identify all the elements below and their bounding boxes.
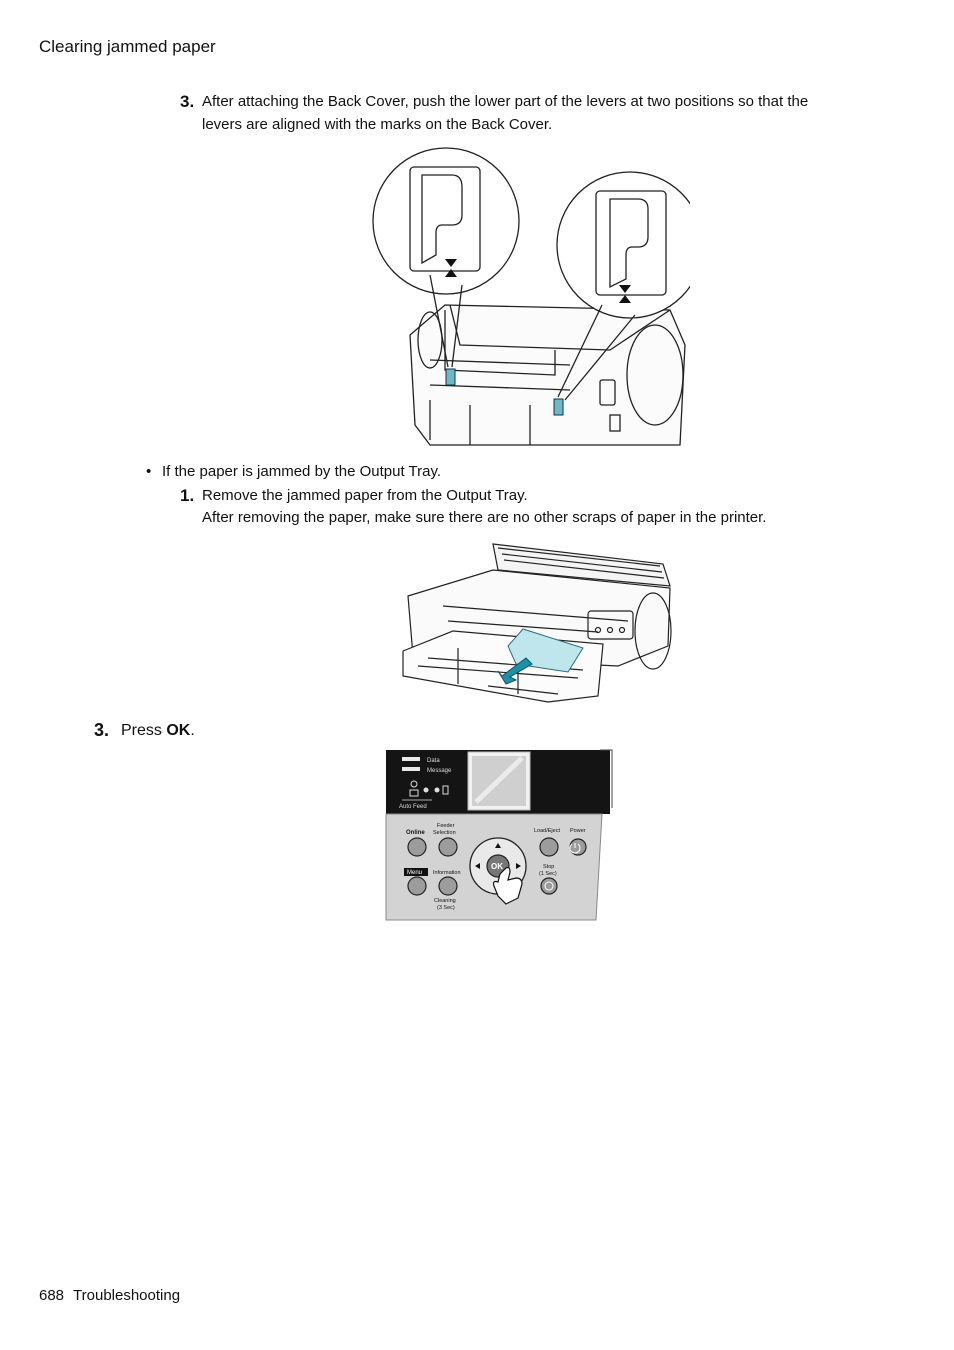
back-cover-lever-illustration [370,145,690,457]
step-number: 1. [180,486,195,505]
load-eject-button[interactable] [540,838,558,856]
page-footer [39,1287,180,1304]
press-ok-prefix: Press [121,722,167,739]
cleaning-label-line1: Cleaning [434,898,456,904]
ok-key-label: OK [166,722,191,739]
menu-label: Menu [407,870,423,876]
load-eject-label: Load/Eject [534,828,560,834]
information-label: Information [433,870,461,876]
page-number: 688 [39,1287,65,1304]
feeder-label-line2: Selection [433,830,456,836]
step-text-line: After removing the paper, make sure there are no other scraps of paper in the printer. [202,509,767,526]
step-number: 3. [180,92,195,111]
step-text-line: levers are aligned with the marks on the Back Cover. [202,116,553,133]
footer-section: Troubleshooting [73,1287,181,1304]
stop-button[interactable] [541,878,557,894]
menu-button[interactable] [408,877,426,895]
data-lamp-label: Data [427,758,440,764]
sheet-lamp [435,788,440,793]
message-lamp [402,767,420,771]
message-lamp-label: Message [427,768,452,774]
step-number: 3. [94,720,110,740]
step-text-line: Remove the jammed paper from the Output Tray. [202,487,528,504]
page-header: Clearing jammed paper [39,37,216,56]
bullet-text: If the paper is jammed by the Output Tray. [162,463,442,480]
ok-button-label: OK [491,862,503,871]
press-ok-instruction [121,719,195,742]
feeder-label-line1: Feeder [437,823,455,829]
stop-label-line1: Stop [543,864,555,870]
power-label: Power [570,828,586,834]
control-panel-illustration [382,748,614,924]
press-ok-suffix: . [190,722,195,739]
roll-lamp [424,788,429,793]
online-label: Online [406,830,425,836]
stop-label-line2: (1 Sec) [539,871,557,877]
information-button[interactable] [439,877,457,895]
cleaning-label-line2: (3 Sec) [437,905,455,911]
output-tray-jam-illustration [398,536,680,708]
bullet-marker: • [146,463,152,480]
online-button[interactable] [408,838,426,856]
data-lamp [402,757,420,761]
step-text-line: After attaching the Back Cover, push the lower part of the levers at two positions so that the [202,93,809,110]
auto-feed-label: Auto Feed [399,804,427,810]
feeder-selection-button[interactable] [439,838,457,856]
